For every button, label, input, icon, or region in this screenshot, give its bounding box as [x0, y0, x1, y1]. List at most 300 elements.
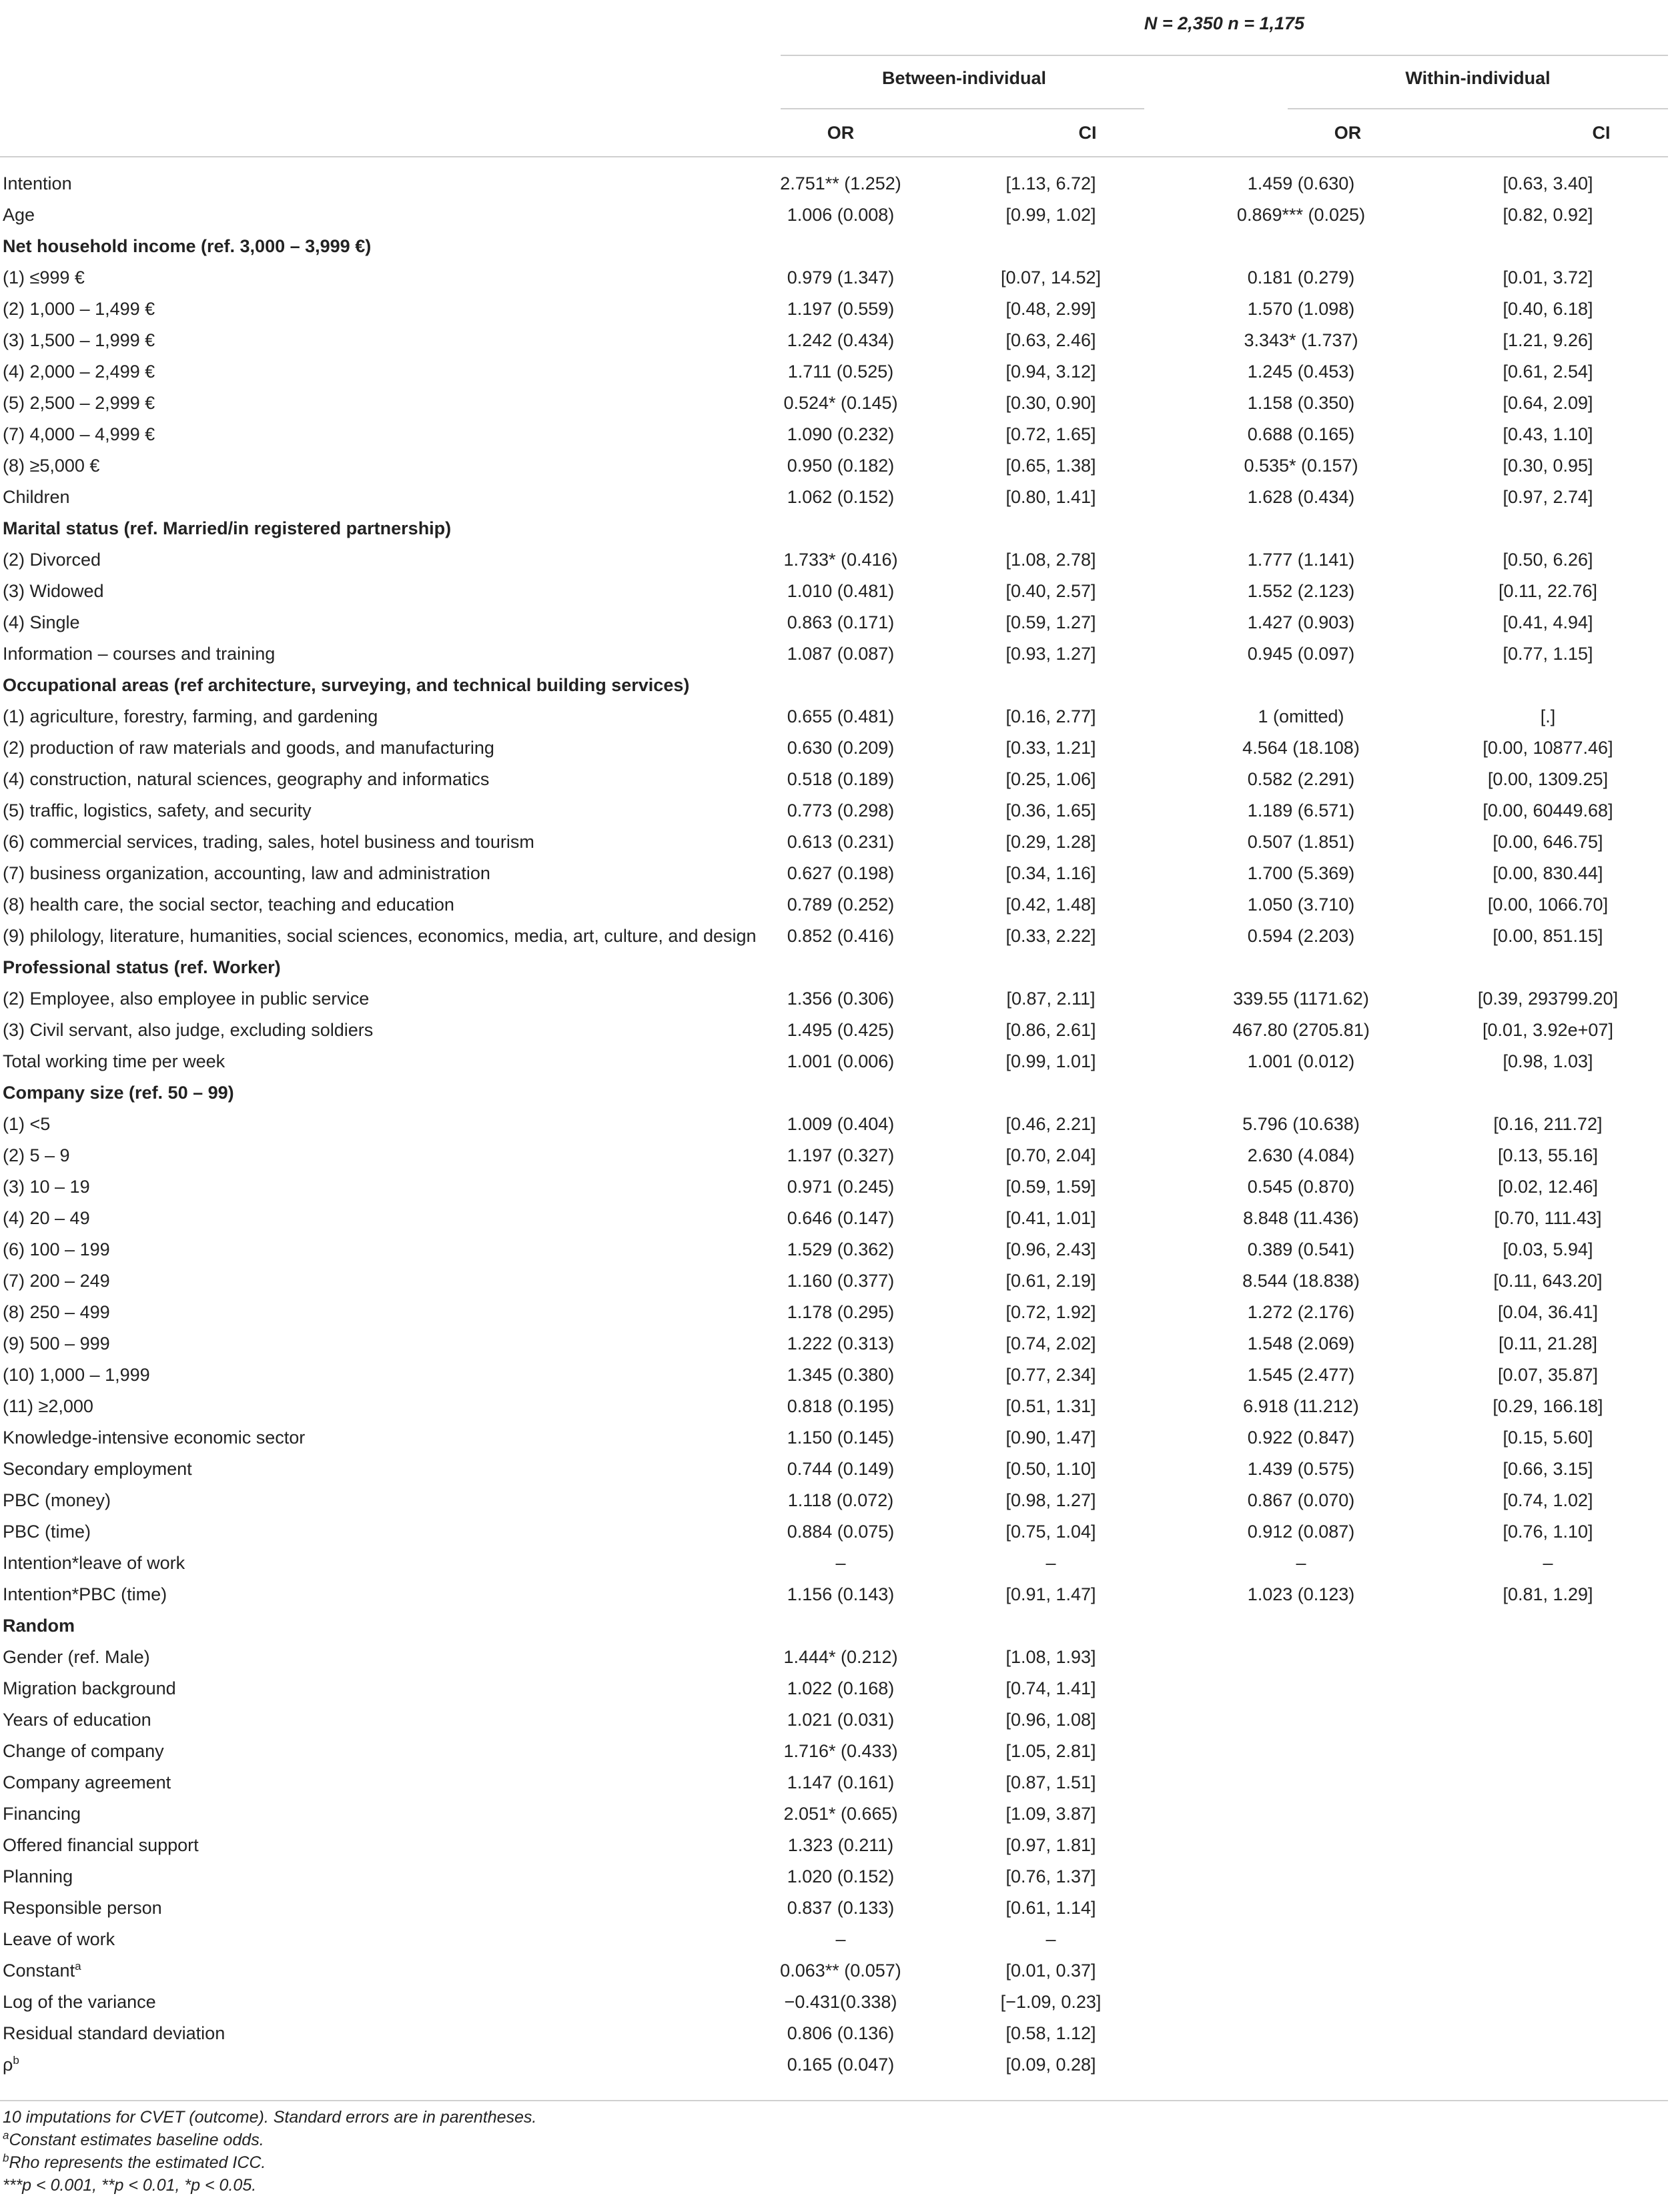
- cell-w-or: [1174, 1673, 1428, 1704]
- cell-w-or: [1174, 2049, 1428, 2081]
- cell-b-ci: [0.96, 1.08]: [1005, 1710, 1096, 1730]
- row-label: [0, 1485, 754, 1516]
- cell-b-ci: [0.72, 1.92]: [1005, 1302, 1096, 1322]
- row-label: [0, 1109, 754, 1140]
- col-between-or: OR: [827, 123, 855, 143]
- row-label: [0, 1015, 754, 1046]
- cell-w-ci: [1428, 1610, 1668, 1642]
- cell-b-or: 0.852 (0.416): [787, 926, 895, 946]
- row-label: [0, 1704, 754, 1736]
- row-label: [0, 1328, 754, 1359]
- cell-w-ci: [1428, 1987, 1668, 2018]
- cell-b-or: 1.001 (0.006): [787, 1051, 895, 1071]
- cell-w-or: [1174, 1642, 1428, 1673]
- cell-w-or: 0.867 (0.070): [1247, 1490, 1355, 1510]
- cell-w-ci: [1.21, 9.26]: [1503, 330, 1593, 350]
- table-row: [0, 450, 1668, 482]
- cell-b-ci: [0.99, 1.01]: [1005, 1051, 1096, 1071]
- cell-w-ci: [0.07, 35.87]: [1497, 1365, 1599, 1385]
- cell-w-ci: [1428, 2049, 1668, 2081]
- cell-b-or: 1.716* (0.433): [783, 1741, 898, 1761]
- row-label-text: Offered financial support: [3, 1835, 199, 1855]
- row-label-text: (9) 500 – 999: [3, 1333, 110, 1353]
- cell-w-or: –: [1296, 1553, 1306, 1573]
- table-row: [0, 1234, 1668, 1265]
- cell-b-ci: [0.72, 1.65]: [1005, 424, 1096, 444]
- cell-b-or: 1.197 (0.327): [787, 1145, 895, 1165]
- row-label-superscript: a: [75, 1960, 81, 1973]
- row-label-text: (6) commercial services, trading, sales, hotel business and tourism: [3, 832, 534, 852]
- table-row: [0, 1548, 1668, 1579]
- cell-b-ci: [0.94, 3.12]: [1005, 362, 1096, 382]
- row-label-text: (5) traffic, logistics, safety, and security: [3, 800, 312, 820]
- table-row: [0, 1861, 1668, 1892]
- row-label: [0, 1516, 754, 1548]
- table-row: [0, 1454, 1668, 1485]
- cell-w-or: 1.628 (0.434): [1247, 487, 1355, 507]
- cell-b-ci: [1.09, 3.87]: [1005, 1804, 1096, 1824]
- results-table-body: [0, 168, 1668, 2081]
- row-label: [0, 1422, 754, 1454]
- cell-w-ci: [1428, 670, 1668, 701]
- table-row: [0, 1767, 1668, 1798]
- cell-w-or: 0.594 (2.203): [1247, 926, 1355, 946]
- table-row: [0, 1736, 1668, 1767]
- section-label: [0, 1610, 754, 1642]
- row-label-text: (7) 200 – 249: [3, 1271, 110, 1291]
- col-between-ci: CI: [1078, 123, 1097, 143]
- row-label: [0, 1359, 754, 1391]
- row-label: [0, 388, 754, 419]
- row-label: [0, 1798, 754, 1830]
- cell-b-or: 1.009 (0.404): [787, 1114, 895, 1134]
- row-label: [0, 1861, 754, 1892]
- cell-b-or: –: [835, 1553, 846, 1573]
- cell-w-or: [1174, 2018, 1428, 2049]
- cell-w-ci: [0.11, 643.20]: [1493, 1271, 1603, 1291]
- cell-w-ci: [0.30, 0.95]: [1503, 456, 1593, 476]
- cell-w-or: 1.023 (0.123): [1247, 1584, 1355, 1604]
- cell-b-ci: [0.63, 2.46]: [1005, 330, 1096, 350]
- row-label-text: (9) philology, literature, humanities, social sciences, economics, media, art, culture, and design: [3, 926, 757, 946]
- row-label: [0, 544, 754, 576]
- row-label: [0, 199, 754, 231]
- cell-b-or: 1.156 (0.143): [787, 1584, 895, 1604]
- row-label-text: (3) Civil servant, also judge, excluding soldiers: [3, 1020, 374, 1040]
- cell-w-ci: [0.02, 12.46]: [1497, 1177, 1599, 1197]
- row-label: [0, 1673, 754, 1704]
- table-row: [0, 638, 1668, 670]
- table-row: [0, 2018, 1668, 2049]
- cell-b-or: 1.006 (0.008): [787, 205, 895, 225]
- cell-w-ci: [0.64, 2.09]: [1503, 393, 1593, 413]
- table-row: [0, 1203, 1668, 1234]
- cell-w-or: [1174, 1610, 1428, 1642]
- cell-w-ci: [1428, 1830, 1668, 1861]
- cell-b-or: 1.020 (0.152): [787, 1866, 895, 1886]
- row-label: [0, 1265, 754, 1297]
- cell-b-ci: [0.30, 0.90]: [1005, 393, 1096, 413]
- cell-w-ci: [1428, 952, 1668, 983]
- row-label-text: (8) 250 – 499: [3, 1302, 110, 1322]
- table-row: [0, 2049, 1668, 2081]
- table-row: [0, 1328, 1668, 1359]
- cell-b-or: 0.971 (0.245): [787, 1177, 895, 1197]
- cell-b-or: [754, 670, 927, 701]
- cell-b-or: 1.022 (0.168): [787, 1678, 895, 1698]
- cell-w-or: 1.158 (0.350): [1247, 393, 1355, 413]
- cell-b-ci: [0.36, 1.65]: [1005, 800, 1096, 820]
- cell-w-ci: [0.00, 1309.25]: [1487, 769, 1609, 789]
- row-label-text: (8) health care, the social sector, teaching and education: [3, 895, 454, 915]
- cell-b-ci: [0.91, 1.47]: [1005, 1584, 1096, 1604]
- cell-b-or: 1.222 (0.313): [787, 1333, 895, 1353]
- row-label-text: Leave of work: [3, 1929, 115, 1949]
- cell-w-or: 1.700 (5.369): [1247, 863, 1355, 883]
- cell-b-or: 0.524* (0.145): [783, 393, 898, 413]
- cell-b-ci: [927, 231, 1174, 262]
- cell-w-or: 339.55 (1171.62): [1233, 989, 1369, 1009]
- row-label: [0, 1642, 754, 1673]
- cell-b-or: 1.147 (0.161): [787, 1772, 895, 1792]
- table-row: [0, 544, 1668, 576]
- row-label-text: PBC (money): [3, 1490, 111, 1510]
- cell-w-or: 1.272 (2.176): [1247, 1302, 1355, 1322]
- table-row: [0, 858, 1668, 889]
- row-label-text: (10) 1,000 – 1,999: [3, 1365, 150, 1385]
- row-label-text: (1) agriculture, forestry, farming, and gardening: [3, 706, 378, 726]
- cell-w-or: 1.001 (0.012): [1247, 1051, 1355, 1071]
- cell-w-ci: [1428, 1861, 1668, 1892]
- row-label-text: Information – courses and training: [3, 644, 276, 664]
- row-label: [0, 1830, 754, 1861]
- cell-w-ci: [1428, 1673, 1668, 1704]
- row-label-text: (4) construction, natural sciences, geography and informatics: [3, 769, 490, 789]
- row-label-text: Net household income (ref. 3,000 – 3,999 €): [3, 236, 372, 256]
- row-label-text: (8) ≥5,000 €: [3, 456, 100, 476]
- cell-b-or: 1.160 (0.377): [787, 1271, 895, 1291]
- cell-b-or: 1.062 (0.152): [787, 487, 895, 507]
- cell-b-ci: –: [1045, 1929, 1056, 1949]
- row-label-text: Log of the variance: [3, 1992, 156, 2012]
- row-label-text: Random: [3, 1616, 75, 1636]
- cell-w-ci: [0.11, 21.28]: [1498, 1333, 1598, 1353]
- row-label-text: Migration background: [3, 1678, 176, 1698]
- row-label: [0, 1171, 754, 1203]
- cell-w-or: 8.544 (18.838): [1242, 1271, 1360, 1291]
- cell-b-ci: [0.34, 1.16]: [1005, 863, 1096, 883]
- section-label: [0, 670, 754, 701]
- col-within-ci: CI: [1592, 123, 1611, 143]
- cell-b-or: 1.495 (0.425): [787, 1020, 895, 1040]
- section-label: [0, 952, 754, 983]
- col-within-or: OR: [1334, 123, 1362, 143]
- cell-w-ci: [0.40, 6.18]: [1503, 299, 1593, 319]
- row-label: [0, 1987, 754, 2018]
- cell-b-or: 1.010 (0.481): [787, 581, 895, 601]
- table-row: [0, 1171, 1668, 1203]
- cell-b-or: [754, 513, 927, 544]
- cell-w-or: [1174, 1955, 1428, 1987]
- footnote-imputations: 10 imputations for CVET (outcome). Standard errors are in parentheses.: [3, 2108, 537, 2127]
- cell-b-or: 1.021 (0.031): [787, 1710, 895, 1730]
- cell-b-ci: [927, 670, 1174, 701]
- row-label-text: (4) Single: [3, 612, 80, 632]
- cell-w-ci: [0.66, 3.15]: [1503, 1459, 1593, 1479]
- cell-w-or: 0.507 (1.851): [1247, 832, 1355, 852]
- cell-w-ci: [0.61, 2.54]: [1503, 362, 1593, 382]
- cell-b-or: 0.979 (1.347): [787, 267, 895, 288]
- row-label: [0, 356, 754, 388]
- table-row: [0, 168, 1668, 199]
- cell-b-or: 1.087 (0.087): [787, 644, 895, 664]
- cell-b-ci: [0.93, 1.27]: [1005, 644, 1096, 664]
- cell-w-or: [1174, 1704, 1428, 1736]
- cell-w-or: 5.796 (10.638): [1242, 1114, 1360, 1134]
- row-label: [0, 1579, 754, 1610]
- row-label-text: Intention: [3, 173, 72, 193]
- cell-w-ci: [0.00, 1066.70]: [1487, 895, 1609, 915]
- table-row: [0, 764, 1668, 795]
- cell-b-ci: [0.48, 2.99]: [1005, 299, 1096, 319]
- row-label-text: Secondary employment: [3, 1459, 192, 1479]
- row-label-text: Age: [3, 205, 35, 225]
- row-label: [0, 1046, 754, 1077]
- cell-b-or: 1.529 (0.362): [787, 1239, 895, 1259]
- row-label-text: (7) 4,000 – 4,999 €: [3, 424, 155, 444]
- table-row: [0, 607, 1668, 638]
- cell-b-ci: [0.42, 1.48]: [1005, 895, 1096, 915]
- cell-w-ci: [0.16, 211.72]: [1493, 1114, 1603, 1134]
- cell-w-or: 3.343* (1.737): [1244, 330, 1358, 350]
- table-row: [0, 1924, 1668, 1955]
- row-label: [0, 638, 754, 670]
- footnote-b-mark: b: [3, 2151, 9, 2165]
- section-header-row: [0, 513, 1668, 544]
- cell-b-ci: [0.97, 1.81]: [1005, 1835, 1096, 1855]
- table-row: [0, 1422, 1668, 1454]
- cell-b-or: 2.751** (1.252): [780, 173, 901, 193]
- cell-b-ci: [0.33, 2.22]: [1005, 926, 1096, 946]
- table-row: [0, 1987, 1668, 2018]
- row-label-text: (1) ≤999 €: [3, 267, 85, 288]
- cell-w-ci: [1428, 513, 1668, 544]
- cell-w-or: 1.459 (0.630): [1247, 173, 1355, 193]
- cell-b-ci: [0.29, 1.28]: [1005, 832, 1096, 852]
- cell-w-ci: [0.97, 2.74]: [1503, 487, 1593, 507]
- section-header-row: [0, 1077, 1668, 1109]
- section-label: [0, 1077, 754, 1109]
- table-row: [0, 1704, 1668, 1736]
- footnote-significance: ***p < 0.001, **p < 0.01, *p < 0.05.: [3, 2176, 257, 2195]
- cell-w-ci: [0.41, 4.94]: [1503, 612, 1593, 632]
- cell-w-or: 1.189 (6.571): [1247, 800, 1355, 820]
- cell-b-ci: [0.41, 1.01]: [1005, 1208, 1096, 1228]
- table-row: [0, 1391, 1668, 1422]
- row-label-text: Children: [3, 487, 70, 507]
- section-header-row: [0, 231, 1668, 262]
- row-label-text: Company size (ref. 50 – 99): [3, 1083, 234, 1103]
- row-label: [0, 262, 754, 294]
- row-label-text: Marital status (ref. Married/in registered partnership): [3, 518, 452, 538]
- cell-b-or: [754, 1610, 927, 1642]
- cell-w-or: [1174, 1892, 1428, 1924]
- row-label-text: Intention*PBC (time): [3, 1584, 167, 1604]
- cell-w-or: [1174, 1830, 1428, 1861]
- cell-b-ci: –: [1045, 1553, 1056, 1573]
- row-label: [0, 168, 754, 199]
- sample-size-header: N = 2,350 n = 1,175: [1144, 13, 1305, 33]
- cell-w-ci: [1428, 1077, 1668, 1109]
- cell-w-or: 1.548 (2.069): [1247, 1333, 1355, 1353]
- table-row: [0, 1359, 1668, 1391]
- row-label-text: (11) ≥2,000: [3, 1396, 93, 1416]
- cell-b-or: 1.323 (0.211): [787, 1835, 894, 1855]
- cell-w-ci: [0.13, 55.16]: [1497, 1145, 1599, 1165]
- table-row: [0, 262, 1668, 294]
- cell-b-ci: [0.87, 2.11]: [1006, 989, 1096, 1009]
- footnote-b-text: Rho represents the estimated ICC.: [9, 2153, 266, 2172]
- footnote-a-text: Constant estimates baseline odds.: [9, 2131, 264, 2149]
- row-label: [0, 1767, 754, 1798]
- row-label: [0, 732, 754, 764]
- row-label-text: Occupational areas (ref architecture, surveying, and technical building services): [3, 675, 690, 695]
- table-row: [0, 795, 1668, 826]
- cell-w-ci: [0.03, 5.94]: [1503, 1239, 1593, 1259]
- cell-b-or: 0.613 (0.231): [787, 832, 895, 852]
- row-label-text: (6) 100 – 199: [3, 1239, 110, 1259]
- cell-b-ci: [927, 1610, 1174, 1642]
- cell-b-or: 0.165 (0.047): [787, 2055, 895, 2075]
- cell-b-ci: [0.01, 0.37]: [1005, 1961, 1096, 1981]
- cell-b-or: [754, 1077, 927, 1109]
- cell-w-ci: [0.43, 1.10]: [1503, 424, 1593, 444]
- cell-w-ci: [0.01, 3.72]: [1503, 267, 1593, 288]
- cell-b-or: 0.744 (0.149): [787, 1459, 895, 1479]
- row-label: [0, 889, 754, 921]
- cell-b-or: 0.063** (0.057): [780, 1961, 901, 1981]
- row-label: [0, 419, 754, 450]
- cell-w-or: 0.545 (0.870): [1247, 1177, 1355, 1197]
- section-header-row: [0, 670, 1668, 701]
- cell-w-ci: [0.01, 3.92e+07]: [1483, 1020, 1613, 1040]
- cell-b-or: 0.806 (0.136): [787, 2023, 895, 2043]
- table-row: [0, 199, 1668, 231]
- row-label: [0, 1924, 754, 1955]
- table-row: [0, 1297, 1668, 1328]
- row-label: [0, 294, 754, 325]
- cell-b-ci: [0.74, 1.41]: [1005, 1678, 1096, 1698]
- cell-w-or: 4.564 (18.108): [1242, 738, 1360, 758]
- row-label-text: Professional status (ref. Worker): [3, 957, 281, 977]
- cell-b-or: 0.630 (0.209): [787, 738, 895, 758]
- row-label: [0, 1892, 754, 1924]
- cell-w-or: 0.922 (0.847): [1247, 1428, 1355, 1448]
- cell-w-ci: [0.70, 111.43]: [1494, 1208, 1602, 1228]
- cell-b-ci: [0.33, 1.21]: [1005, 738, 1096, 758]
- table-row: [0, 983, 1668, 1015]
- cell-w-ci: [1428, 2018, 1668, 2049]
- table-row: [0, 1673, 1668, 1704]
- row-label: [0, 1955, 754, 1987]
- cell-w-or: [1174, 1767, 1428, 1798]
- cell-w-ci: [1428, 1892, 1668, 1924]
- row-label: [0, 2018, 754, 2049]
- cell-b-ci: [0.07, 14.52]: [1000, 267, 1102, 288]
- cell-b-or: 1.345 (0.380): [787, 1365, 895, 1385]
- cell-w-ci: [0.00, 60449.68]: [1483, 800, 1613, 820]
- cell-b-ci: [1.05, 2.81]: [1005, 1741, 1096, 1761]
- cell-b-ci: [0.76, 1.37]: [1005, 1866, 1096, 1886]
- row-label: [0, 576, 754, 607]
- table-row: [0, 1109, 1668, 1140]
- cell-w-ci: [0.82, 0.92]: [1503, 205, 1593, 225]
- cell-b-or: 0.863 (0.171): [787, 612, 895, 632]
- cell-w-or: [1174, 1736, 1428, 1767]
- row-label-text: Responsible person: [3, 1898, 162, 1918]
- row-label-text: (3) 10 – 19: [3, 1177, 90, 1197]
- table-row: [0, 1955, 1668, 1987]
- cell-w-or: [1174, 1861, 1428, 1892]
- cell-w-or: 0.181 (0.279): [1247, 267, 1355, 288]
- row-label: [0, 1234, 754, 1265]
- row-label-text: ρ: [3, 2055, 13, 2075]
- cell-w-ci: [0.04, 36.41]: [1497, 1302, 1599, 1322]
- cell-w-ci: [0.00, 851.15]: [1493, 926, 1603, 946]
- row-label: [0, 1203, 754, 1234]
- row-label: [0, 450, 754, 482]
- row-label: [0, 701, 754, 732]
- cell-b-ci: [0.09, 0.28]: [1005, 2055, 1096, 2075]
- section-header-row: [0, 1610, 1668, 1642]
- cell-w-or: 1.439 (0.575): [1247, 1459, 1355, 1479]
- table-row: [0, 1798, 1668, 1830]
- cell-w-ci: [0.00, 830.44]: [1493, 863, 1603, 883]
- cell-w-or: 0.869*** (0.025): [1236, 205, 1366, 225]
- row-label: [0, 921, 757, 952]
- cell-w-ci: [.]: [1540, 706, 1556, 726]
- cell-b-or: 0.789 (0.252): [787, 895, 895, 915]
- cell-w-ci: [0.50, 6.26]: [1503, 550, 1593, 570]
- cell-b-ci: [0.61, 2.19]: [1005, 1271, 1096, 1291]
- cell-b-or: 0.818 (0.195): [787, 1396, 895, 1416]
- cell-w-ci: [1428, 1704, 1668, 1736]
- cell-w-ci: [0.81, 1.29]: [1503, 1584, 1593, 1604]
- cell-b-or: 1.733* (0.416): [783, 550, 898, 570]
- cell-w-or: 8.848 (11.436): [1243, 1208, 1359, 1228]
- table-row: [0, 1579, 1668, 1610]
- table-row: [0, 1485, 1668, 1516]
- cell-w-or: 1.570 (1.098): [1247, 299, 1355, 319]
- cell-b-ci: [−1.09, 0.23]: [1000, 1992, 1102, 2012]
- row-label-text: Years of education: [3, 1710, 151, 1730]
- group-between-individual: Between-individual: [881, 68, 1047, 88]
- cell-w-or: [1174, 513, 1428, 544]
- row-label-text: (2) Divorced: [3, 550, 101, 570]
- cell-w-or: [1174, 670, 1428, 701]
- cell-w-or: 2.630 (4.084): [1247, 1145, 1355, 1165]
- row-label-text: (1) <5: [3, 1114, 51, 1134]
- cell-w-ci: [0.15, 5.60]: [1503, 1428, 1593, 1448]
- row-label: [0, 795, 754, 826]
- cell-b-or: 2.051* (0.665): [783, 1804, 898, 1824]
- cell-b-ci: [0.61, 1.14]: [1005, 1898, 1096, 1918]
- cell-w-or: 1.552 (2.123): [1247, 581, 1355, 601]
- cell-b-or: 1.150 (0.145): [787, 1428, 895, 1448]
- cell-b-ci: [0.96, 2.43]: [1005, 1239, 1096, 1259]
- cell-w-or: 0.688 (0.165): [1247, 424, 1355, 444]
- cell-b-or: −0.431(0.338): [784, 1992, 897, 2012]
